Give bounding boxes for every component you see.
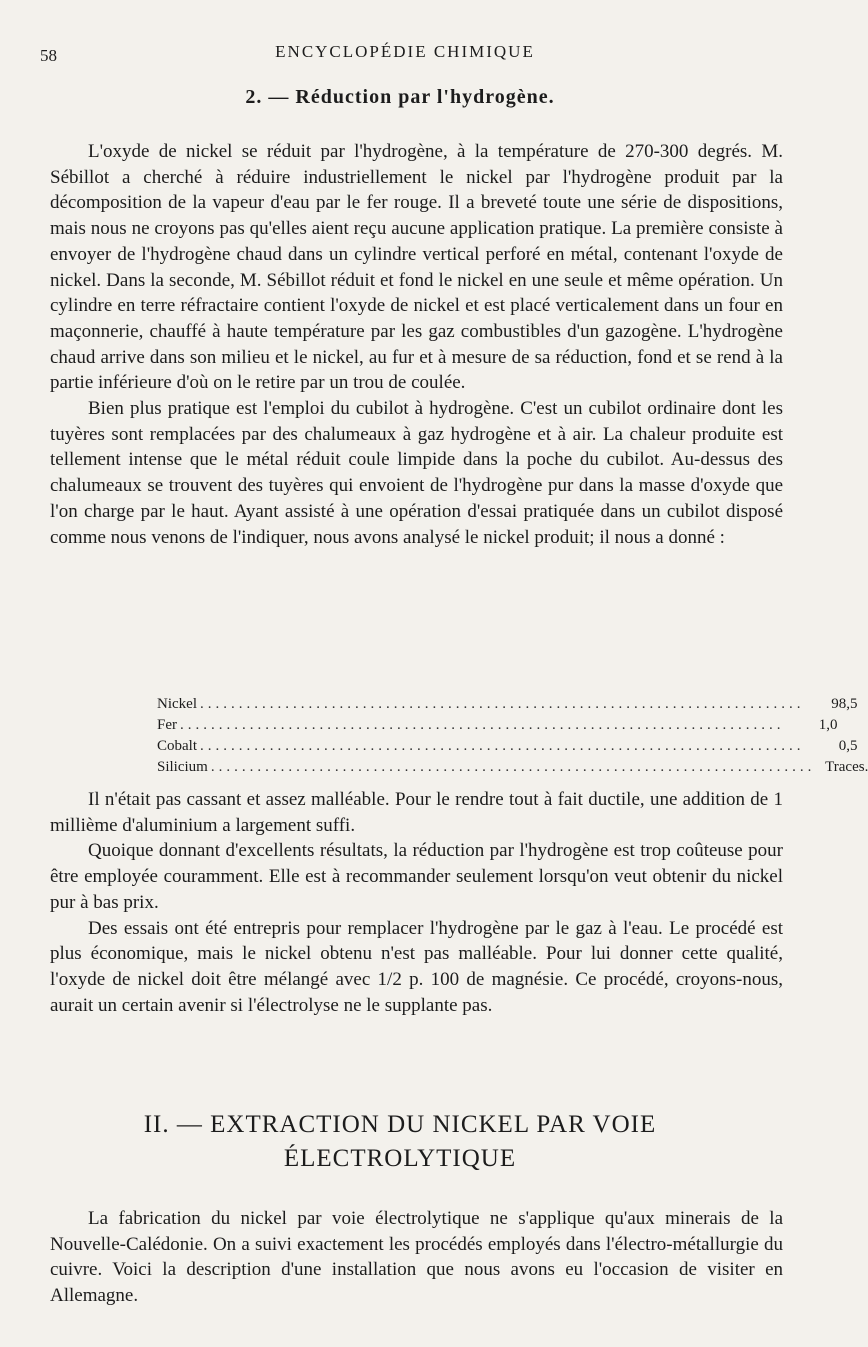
table-row [157,736,858,757]
paragraph: Bien plus pratique est l'emploi du cubilot à hydrogène. C'est un cubilot ordinaire dont les tuyères sont remplacées par des chalumeaux à gaz hydrogène et à air. La chaleur produite est tellement intense que le métal réduit coule limpide dans la poche du cubilot. Au-dessus des chalumeaux se trouvent des tuyères qui envoient de l'hydrogène pur dans la masse d'oxyde que l'on charge par le haut. Ayant assisté à une opération d'essai pratiquée dans un cubilot disposé comme nous venons de l'indiquer, nous avons analysé le nickel produit; il nous a donné : [50,398,783,548]
leader-dots: .............................................................................. [210,759,816,775]
paragraph: Il n'était pas cassant et assez malléable. Pour le rendre tout à fait ductile, une addition de 1 millième d'aluminium a largement suffi. [50,789,783,836]
paragraph: La fabrication du nickel par voie électrolytique ne s'applique qu'aux minerais de la Nouvelle-Calédonie. On a suivi exactement les procédés employés dans l'électro-métallurgie du cuivre. Voici la description d'une installation que nous avons eu l'occasion de visiter en Allemagne. [50,1208,783,1307]
subsection-title: 2. — Réduction par l'hydrogène. [245,86,555,108]
body-text-bottom [50,1206,783,1309]
page-number: 58 [40,46,57,65]
leader-dots: .............................................................................. [180,717,785,733]
element-value: 0,5 [838,738,858,754]
paragraph: Des essais ont été entrepris pour remplacer l'hydrogène par le gaz à l'eau. Le procédé est plus économique, mais le nickel obtenu n'est pas malléable. Pour lui donner cette qualité, l'oxyde de nickel doit être mélangé avec 1/2 p. 100 de magnésie. Ce procédé, croyons-nous, aurait un certain avenir si l'électrolyse ne le supplante pas. [50,917,783,1016]
table-row [157,757,868,778]
element-label: Nickel [157,696,197,712]
section-title-line: ÉLECTROLYTIQUE [283,1145,517,1172]
section-title [0,1108,800,1176]
element-value: Traces. [825,759,868,775]
body-text-middle [50,787,783,1018]
paragraph: L'oxyde de nickel se réduit par l'hydrogène, à la température de 270-300 degrés. M. Sébillot a cherché à réduire industriellement le nickel par l'hydrogène produit par la décomposition de la vapeur d'eau par le fer rouge. Il a breveté toute une série de dispositions, mais nous ne croyons pas qu'elles aient reçu aucune application pratique. La première consiste à envoyer de l'hydrogène chaud dans un cylindre vertical perforé en métal, contenant l'oxyde de nickel. Dans la seconde, M. Sébillot réduit et fond le nickel en une seule et même opération. Un cylindre en terre réfractaire contient l'oxyde de nickel et est placé verticalement dans un four en maçonnerie, chauffé à haute température par les gaz combustibles d'un gazogène. L'hydrogène chaud arrive dans son milieu et le nickel, au fur et à mesure de sa réduction, fond et se rend à la partie inférieure d'où on le retire par un trou de coulée. [50,141,783,394]
body-text-top [50,139,783,550]
section-title-line: II. — EXTRACTION DU NICKEL PAR VOIE [143,1111,657,1138]
analysis-table [157,694,868,778]
element-value: 98,5 [831,696,858,712]
element-label: Cobalt [157,738,197,754]
table-row [157,694,858,715]
page-header [40,42,770,66]
element-label: Fer [157,717,177,733]
running-title: ENCYCLOPÉDIE CHIMIQUE [275,42,535,61]
leader-dots: .............................................................................. [200,738,805,754]
paragraph: Quoique donnant d'excellents résultats, la réduction par l'hydrogène est trop coûteuse pour être employée couramment. Elle est à recommander seulement lorsqu'on veut obtenir du nickel pur à bas prix. [50,840,783,913]
element-value: 1,0 [818,717,838,733]
leader-dots: .............................................................................. [199,696,805,712]
table-row [157,715,838,736]
element-label: Silicium [157,759,208,775]
